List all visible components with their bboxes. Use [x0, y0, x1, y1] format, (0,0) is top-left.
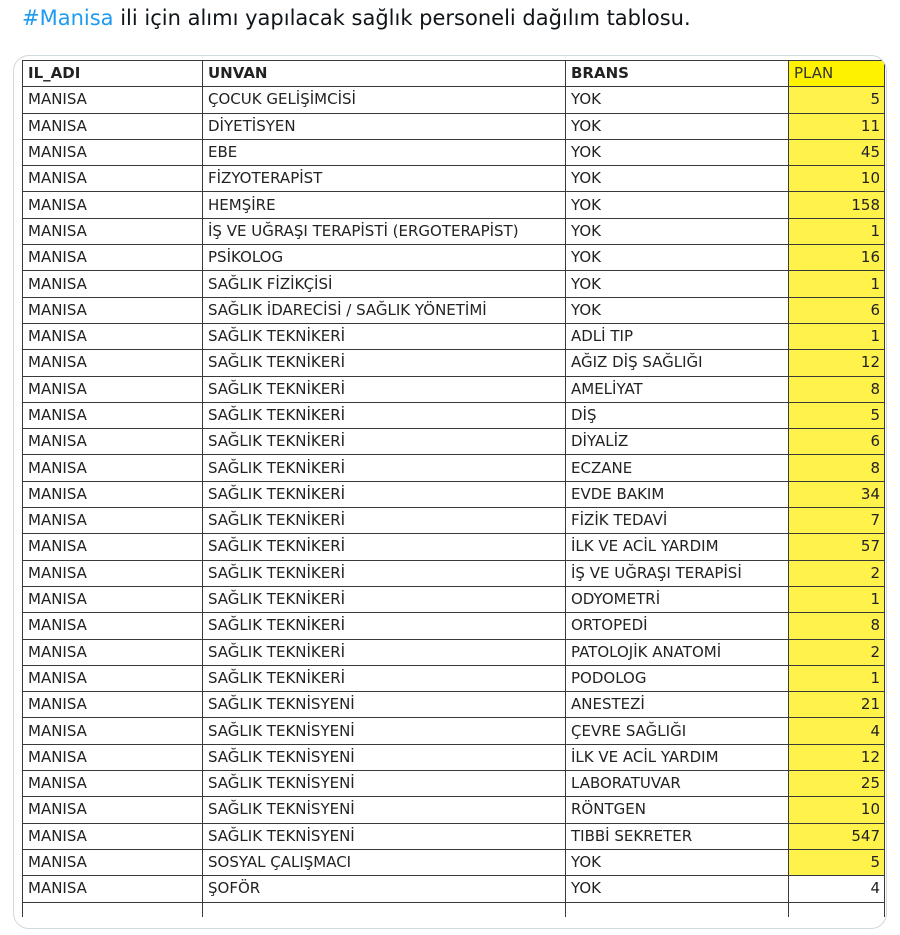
cell-cutoff	[23, 902, 203, 917]
cell-unvan: SAĞLIK FİZİKÇİSİ	[203, 271, 566, 297]
cell-il-adi: MANISA	[23, 613, 203, 639]
cell-il-adi: MANISA	[23, 797, 203, 823]
cell-unvan: SAĞLIK TEKNİKERİ	[203, 534, 566, 560]
table-row	[23, 166, 885, 192]
table-row	[23, 586, 885, 612]
cell-plan: 11	[789, 113, 885, 139]
cell-il-adi: MANISA	[23, 166, 203, 192]
cell-il-adi: MANISA	[23, 376, 203, 402]
cell-il-adi: MANISA	[23, 87, 203, 113]
cell-unvan: ŞOFÖR	[203, 876, 566, 902]
cell-brans: YOK	[566, 876, 789, 902]
header-brans: BRANS	[566, 61, 789, 87]
cell-unvan: SAĞLIK TEKNİKERİ	[203, 429, 566, 455]
table-row	[23, 718, 885, 744]
cell-plan: 1	[789, 586, 885, 612]
table-row	[23, 402, 885, 428]
table-row	[23, 692, 885, 718]
cell-unvan: SAĞLIK TEKNİKERİ	[203, 508, 566, 534]
cell-brans: ADLİ TIP	[566, 323, 789, 349]
cell-brans: FİZİK TEDAVİ	[566, 508, 789, 534]
cell-il-adi: MANISA	[23, 876, 203, 902]
cell-unvan: SAĞLIK İDARECİSİ / SAĞLIK YÖNETİMİ	[203, 297, 566, 323]
cell-plan: 10	[789, 166, 885, 192]
cell-plan: 6	[789, 297, 885, 323]
cell-plan: 2	[789, 560, 885, 586]
cell-plan: 1	[789, 218, 885, 244]
cell-brans: YOK	[566, 218, 789, 244]
cell-brans: ORTOPEDİ	[566, 613, 789, 639]
cell-il-adi: MANISA	[23, 771, 203, 797]
cell-il-adi: MANISA	[23, 508, 203, 534]
cell-plan: 158	[789, 192, 885, 218]
header-plan: PLAN	[789, 61, 885, 87]
cell-unvan: SAĞLIK TEKNİSYENİ	[203, 692, 566, 718]
cell-il-adi: MANISA	[23, 139, 203, 165]
cell-unvan: SAĞLIK TEKNİKERİ	[203, 402, 566, 428]
cell-brans: YOK	[566, 192, 789, 218]
cell-plan: 5	[789, 402, 885, 428]
cell-brans: İLK VE ACİL YARDIM	[566, 744, 789, 770]
cell-brans: AĞIZ DİŞ SAĞLIĞI	[566, 350, 789, 376]
table-row	[23, 849, 885, 875]
cell-plan: 10	[789, 797, 885, 823]
cell-il-adi: MANISA	[23, 849, 203, 875]
header-il-adi: IL_ADI	[23, 61, 203, 87]
cell-plan: 4	[789, 718, 885, 744]
table-row	[23, 771, 885, 797]
cell-unvan: SAĞLIK TEKNİKERİ	[203, 586, 566, 612]
cell-plan: 2	[789, 639, 885, 665]
tweet-body: ili için alımı yapılacak sağlık personeli dağılım tablosu.	[113, 6, 691, 30]
table-row	[23, 665, 885, 691]
cell-unvan: PSİKOLOG	[203, 245, 566, 271]
cell-il-adi: MANISA	[23, 323, 203, 349]
cell-brans: YOK	[566, 139, 789, 165]
cell-unvan: SAĞLIK TEKNİSYENİ	[203, 744, 566, 770]
cell-brans: ANESTEZİ	[566, 692, 789, 718]
table-row	[23, 245, 885, 271]
table-row	[23, 323, 885, 349]
cell-cutoff	[789, 902, 885, 917]
table-row-cutoff	[23, 902, 885, 917]
cell-il-adi: MANISA	[23, 113, 203, 139]
cell-unvan: SAĞLIK TEKNİKERİ	[203, 323, 566, 349]
cell-plan: 8	[789, 455, 885, 481]
cell-brans: YOK	[566, 87, 789, 113]
cell-brans: ÇEVRE SAĞLIĞI	[566, 718, 789, 744]
cell-brans: LABORATUVAR	[566, 771, 789, 797]
cell-unvan: SAĞLIK TEKNİSYENİ	[203, 718, 566, 744]
table-header-row	[23, 61, 885, 87]
cell-unvan: ÇOCUK GELİŞİMCİSİ	[203, 87, 566, 113]
cell-plan: 21	[789, 692, 885, 718]
cell-unvan: SAĞLIK TEKNİKERİ	[203, 639, 566, 665]
cell-il-adi: MANISA	[23, 271, 203, 297]
cell-unvan: SAĞLIK TEKNİKERİ	[203, 665, 566, 691]
table-row	[23, 481, 885, 507]
cell-brans: İŞ VE UĞRAŞI TERAPİSİ	[566, 560, 789, 586]
cell-plan: 7	[789, 508, 885, 534]
cell-brans: DİYALİZ	[566, 429, 789, 455]
cell-unvan: DİYETİSYEN	[203, 113, 566, 139]
cell-il-adi: MANISA	[23, 534, 203, 560]
cell-plan: 12	[789, 350, 885, 376]
table-row	[23, 560, 885, 586]
table-row	[23, 876, 885, 902]
cell-plan: 16	[789, 245, 885, 271]
cell-brans: YOK	[566, 849, 789, 875]
table-row	[23, 87, 885, 113]
table-row	[23, 139, 885, 165]
cell-unvan: SAĞLIK TEKNİKERİ	[203, 455, 566, 481]
cell-plan: 6	[789, 429, 885, 455]
cell-il-adi: MANISA	[23, 429, 203, 455]
cell-brans: PODOLOG	[566, 665, 789, 691]
cell-brans: EVDE BAKIM	[566, 481, 789, 507]
table-row	[23, 534, 885, 560]
cell-plan: 1	[789, 271, 885, 297]
cell-plan: 57	[789, 534, 885, 560]
cell-brans: ODYOMETRİ	[566, 586, 789, 612]
table-row	[23, 376, 885, 402]
cell-il-adi: MANISA	[23, 586, 203, 612]
cell-plan: 4	[789, 876, 885, 902]
cell-brans: AMELİYAT	[566, 376, 789, 402]
table-row	[23, 455, 885, 481]
cell-brans: YOK	[566, 245, 789, 271]
cell-unvan: HEMŞİRE	[203, 192, 566, 218]
table-row	[23, 271, 885, 297]
cell-il-adi: MANISA	[23, 718, 203, 744]
cell-unvan: SOSYAL ÇALIŞMACI	[203, 849, 566, 875]
cell-plan: 25	[789, 771, 885, 797]
cell-plan: 8	[789, 613, 885, 639]
cell-plan: 45	[789, 139, 885, 165]
cell-il-adi: MANISA	[23, 402, 203, 428]
cell-unvan: SAĞLIK TEKNİKERİ	[203, 613, 566, 639]
cell-plan: 34	[789, 481, 885, 507]
cell-unvan: SAĞLIK TEKNİKERİ	[203, 376, 566, 402]
cell-brans: YOK	[566, 166, 789, 192]
cell-brans: YOK	[566, 297, 789, 323]
table-row	[23, 350, 885, 376]
cell-cutoff	[203, 902, 566, 917]
cell-brans: İLK VE ACİL YARDIM	[566, 534, 789, 560]
cell-unvan: EBE	[203, 139, 566, 165]
cell-il-adi: MANISA	[23, 744, 203, 770]
table-row	[23, 508, 885, 534]
cell-unvan: SAĞLIK TEKNİKERİ	[203, 350, 566, 376]
cell-unvan: İŞ VE UĞRAŞI TERAPİSTİ (ERGOTERAPİST)	[203, 218, 566, 244]
cell-plan: 1	[789, 665, 885, 691]
cell-il-adi: MANISA	[23, 218, 203, 244]
table-row	[23, 429, 885, 455]
cell-plan: 8	[789, 376, 885, 402]
cell-unvan: SAĞLIK TEKNİSYENİ	[203, 797, 566, 823]
cell-plan: 5	[789, 849, 885, 875]
personnel-table	[22, 60, 885, 917]
table-row	[23, 797, 885, 823]
cell-plan: 547	[789, 823, 885, 849]
table-row	[23, 113, 885, 139]
cell-brans: YOK	[566, 271, 789, 297]
cell-unvan: SAĞLIK TEKNİSYENİ	[203, 823, 566, 849]
cell-plan: 1	[789, 323, 885, 349]
cell-il-adi: MANISA	[23, 665, 203, 691]
cell-unvan: FİZYOTERAPİST	[203, 166, 566, 192]
cell-il-adi: MANISA	[23, 639, 203, 665]
cell-plan: 12	[789, 744, 885, 770]
cell-il-adi: MANISA	[23, 823, 203, 849]
cell-il-adi: MANISA	[23, 297, 203, 323]
table-row	[23, 744, 885, 770]
cell-brans: PATOLOJİK ANATOMİ	[566, 639, 789, 665]
cell-plan: 5	[789, 87, 885, 113]
cell-brans: RÖNTGEN	[566, 797, 789, 823]
cell-unvan: SAĞLIK TEKNİKERİ	[203, 560, 566, 586]
table-row	[23, 297, 885, 323]
cell-il-adi: MANISA	[23, 481, 203, 507]
tweet-text	[22, 6, 691, 30]
table-row	[23, 192, 885, 218]
cell-il-adi: MANISA	[23, 192, 203, 218]
cell-il-adi: MANISA	[23, 245, 203, 271]
cell-brans: DİŞ	[566, 402, 789, 428]
cell-unvan: SAĞLIK TEKNİSYENİ	[203, 771, 566, 797]
hashtag-link[interactable]: #Manisa	[22, 6, 114, 30]
cell-il-adi: MANISA	[23, 350, 203, 376]
cell-brans: YOK	[566, 113, 789, 139]
cell-il-adi: MANISA	[23, 560, 203, 586]
cell-brans: ECZANE	[566, 455, 789, 481]
table-row	[23, 823, 885, 849]
cell-unvan: SAĞLIK TEKNİKERİ	[203, 481, 566, 507]
cell-cutoff	[566, 902, 789, 917]
cell-il-adi: MANISA	[23, 455, 203, 481]
tweet-image[interactable]	[13, 55, 887, 929]
header-unvan: UNVAN	[203, 61, 566, 87]
table-row	[23, 613, 885, 639]
cell-il-adi: MANISA	[23, 692, 203, 718]
table-row	[23, 639, 885, 665]
table-row	[23, 218, 885, 244]
cell-brans: TIBBİ SEKRETER	[566, 823, 789, 849]
